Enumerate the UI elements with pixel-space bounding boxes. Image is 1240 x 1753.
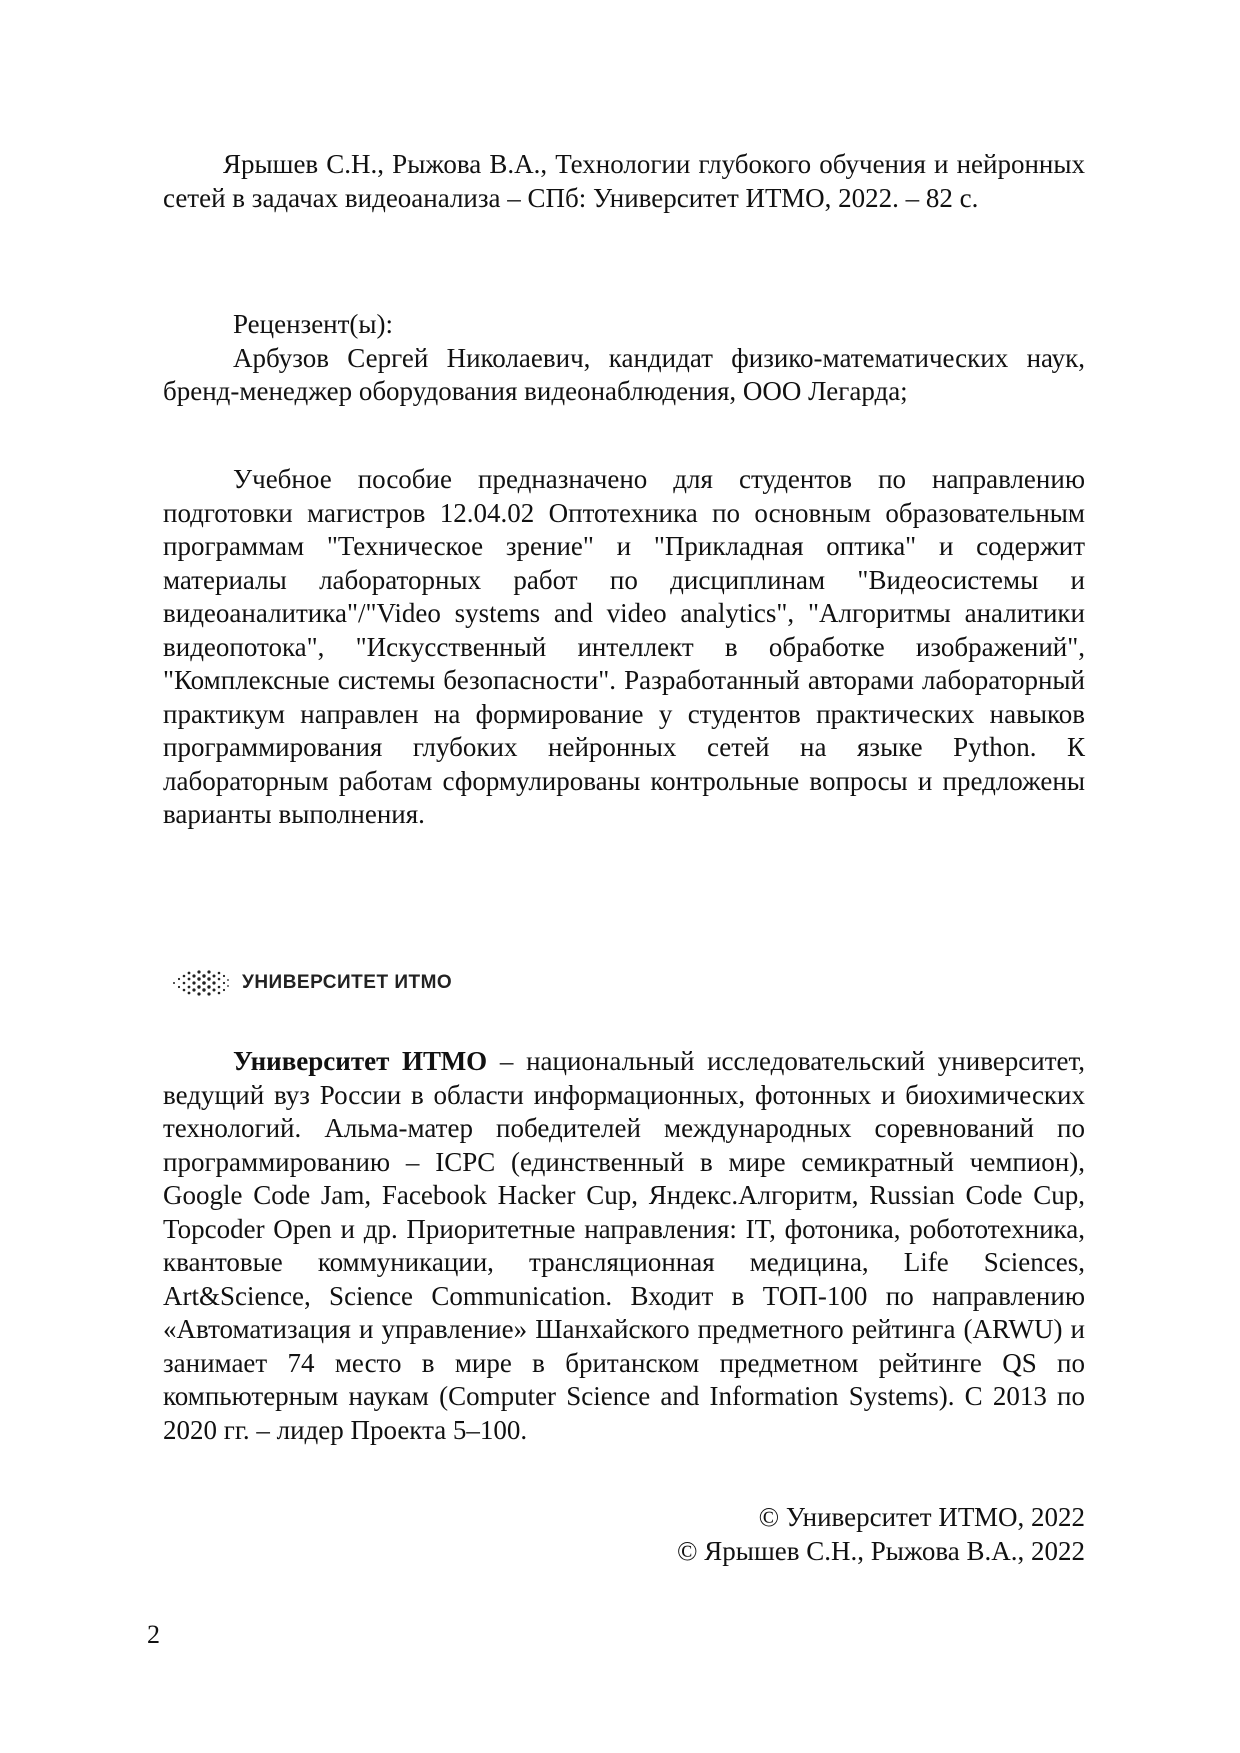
about-text xyxy=(163,1045,1085,1447)
page-number: 2 xyxy=(147,1620,160,1649)
logo-text: УНИВЕРСИТЕТ ИТМО xyxy=(242,972,453,993)
copyright-line-university: © Университет ИТМО, 2022 xyxy=(758,1502,1085,1532)
about-block xyxy=(163,1045,1085,1447)
itmo-dots-icon xyxy=(172,968,230,998)
citation-block xyxy=(163,148,1085,215)
citation-text: Ярышев С.Н., Рыжова В.А., Технологии глубокого обучения и нейронных сетей в задачах видеоанализа – СПб: Университет ИТМО, 2022. – 82 с. xyxy=(163,149,1085,213)
annotation-text: Учебное пособие предназначено для студентов по направлению подготовки магистров 12.04.02 Оптотехника по основным образовательным программам "Техническое зрение" и "Прикладная оптика" и содержит материалы лабораторных работ по дисциплинам "Видеосистемы и видеоаналитика"/"Video systems and video analytics", "Алгоритмы аналитики видеопотока", "Искусственный интеллект в обработке изображений", "Комплексные системы безопасности". Разработанный авторами лабораторный практикум направлен на формирование у студентов практических навыков программирования глубоких нейронных сетей на языке Python. К лабораторным работам сформулированы контрольные вопросы и предложены варианты выполнения. xyxy=(163,464,1085,829)
reviewers-block xyxy=(163,308,1085,409)
about-bold-title: Университет ИТМО xyxy=(233,1046,488,1076)
reviewers-text: Арбузов Сергей Николаевич, кандидат физико-математических наук, бренд-менеджер оборудования видеонаблюдения, ООО Легарда; xyxy=(163,342,1085,406)
itmo-logo xyxy=(172,963,452,1003)
about-body: – национальный исследовательский университет, ведущий вуз России в области информационных, фотонных и биохимических технологий. Альма-матер победителей международных соревнований по программированию – ICPC (единственный в мире семикратный чемпион), Google Code Jam, Facebook Hacker Cup, Яндекс.Алгоритм, Russian Code Cup, Topcoder Open и др. Приоритетные направления: IT, фотоника, робототехника, квантовые коммуникации, трансляционная медицина, Life Sciences, Art&Science, Science Communication. Входит в ТОП-100 по направлению «Автоматизация и управление» Шанхайского предметного рейтинга (ARWU) и занимает 74 место в мире в британском предметном рейтинге QS по компьютерным наукам (Computer Science and Information Systems). С 2013 по 2020 гг. – лидер Проекта 5–100. xyxy=(163,1046,1086,1445)
annotation-block xyxy=(163,463,1085,832)
copyright-block xyxy=(677,1500,1085,1568)
reviewers-heading: Рецензент(ы): xyxy=(233,309,394,339)
copyright-line-authors: © Ярышев С.Н., Рыжова В.А., 2022 xyxy=(677,1536,1085,1566)
